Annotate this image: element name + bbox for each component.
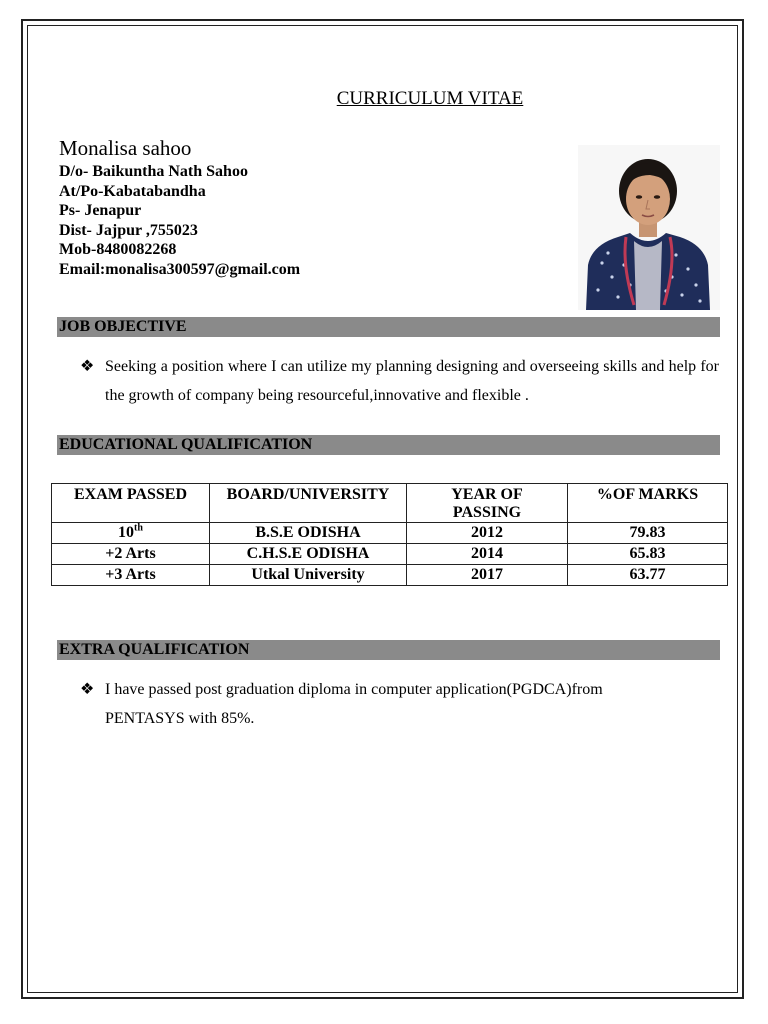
- cell-board: Utkal University: [210, 565, 407, 586]
- cell-board: B.S.E ODISHA: [210, 523, 407, 544]
- education-table-header: [52, 484, 728, 523]
- column-header-year-text: YEAR OF PASSING: [451, 486, 523, 521]
- column-header-marks: %OF MARKS: [568, 484, 728, 523]
- contact-police-station: Ps- Jenapur: [59, 202, 142, 220]
- section-heading-extra: EXTRA QUALIFICATION: [57, 640, 720, 660]
- cell-exam: +2 Arts: [52, 544, 210, 565]
- contact-block: [59, 162, 300, 280]
- profile-photo: [578, 145, 720, 310]
- candidate-name: Monalisa sahoo: [59, 136, 192, 160]
- cell-year: 2012: [407, 523, 568, 544]
- table-row: [52, 523, 728, 544]
- diamond-bullet-icon: ❖: [80, 358, 95, 375]
- extra-qualification-text: I have passed post graduation diploma in computer application(PGDCA)from PENTASYS with 85%.: [105, 681, 603, 727]
- contact-mobile: Mob-8480082268: [59, 241, 177, 259]
- cell-marks: 65.83: [568, 544, 728, 565]
- column-header-year: [407, 484, 568, 523]
- column-header-exam: EXAM PASSED: [52, 484, 210, 523]
- section-heading-education: EDUCATIONAL QUALIFICATION: [57, 435, 720, 455]
- cell-exam: [52, 523, 210, 544]
- cell-exam-suffix: th: [134, 522, 143, 534]
- contact-address: At/Po-Kabatabandha: [59, 182, 206, 200]
- profile-photo-illustration: [578, 145, 720, 310]
- job-objective-item: [80, 352, 719, 410]
- cell-marks: 79.83: [568, 523, 728, 544]
- contact-email: Email:monalisa300597@gmail.com: [59, 260, 301, 278]
- cell-year: 2014: [407, 544, 568, 565]
- job-objective-text: Seeking a position where I can utilize my planning designing and overseeing skills and help for the growth of company being resourceful,innovative and flexible .: [105, 358, 719, 404]
- cell-year: 2017: [407, 565, 568, 586]
- education-table: [51, 483, 728, 586]
- contact-parent: D/o- Baikuntha Nath Sahoo: [59, 163, 248, 180]
- cell-exam: +3 Arts: [52, 565, 210, 586]
- section-heading-job-objective: JOB OBJECTIVE: [57, 317, 720, 337]
- extra-qualification-item: [80, 675, 680, 733]
- column-header-board: BOARD/UNIVERSITY: [210, 484, 407, 523]
- document-title: CURRICULUM VITAE: [336, 88, 524, 109]
- cell-exam-text: 10: [118, 524, 135, 541]
- table-row: [52, 565, 728, 586]
- contact-district: Dist- Jajpur ,755023: [59, 221, 198, 239]
- cell-board: C.H.S.E ODISHA: [210, 544, 407, 565]
- cell-marks: 63.77: [568, 565, 728, 586]
- table-row: [52, 544, 728, 565]
- diamond-bullet-icon: ❖: [80, 681, 95, 698]
